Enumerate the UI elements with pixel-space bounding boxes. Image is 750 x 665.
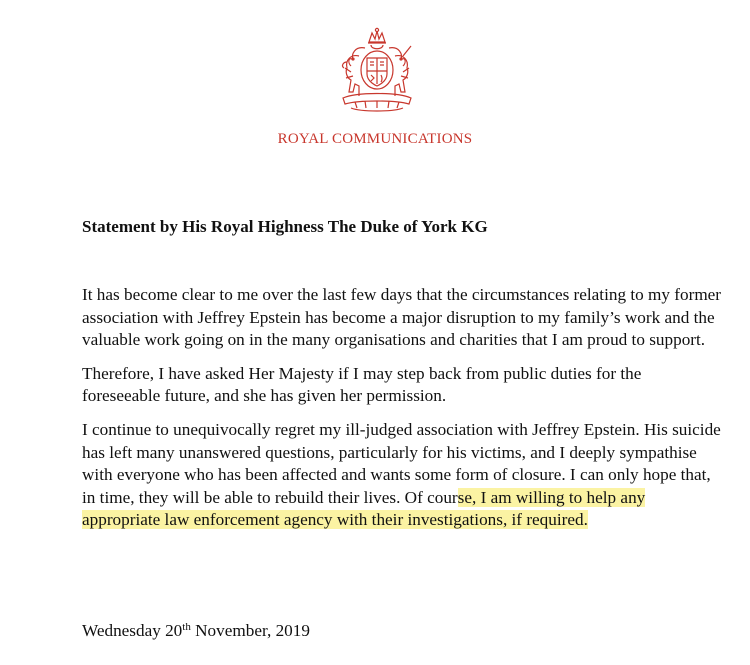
- paragraph-3: [82, 419, 722, 532]
- date-weekday-day: Wednesday 20: [82, 621, 183, 640]
- paragraph-3-text: I continue to unequivocally regret my ill-judged association with Jeffrey Epstein. His suicide has left many unanswered questions, particularly for his victims, and I deeply sympathise with everyone who has been affected and wants some form of closure. I can only hope that, in time, they will be able to rebuild their lives. Of cour: [82, 419, 721, 507]
- statement-title: Statement by His Royal Highness The Duke of York KG: [82, 217, 488, 236]
- paragraph-1: It has become clear to me over the last few days that the circumstances relating to my former association with Jeffrey Epstein has become a major disruption to my family’s work and the valuable work going on in the many organisations and charities that I am proud to support.: [82, 285, 722, 350]
- highlighted-text: se, I am willing to help any appropriate law enforcement agency with their investigations, if required.: [82, 487, 646, 530]
- statement-body: [82, 284, 722, 543]
- date-ordinal-suffix: th: [182, 621, 191, 633]
- statement-date: [82, 621, 310, 641]
- date-month-year: November, 2019: [190, 621, 310, 640]
- royal-coat-of-arms-icon: [331, 26, 423, 114]
- organisation-title: ROYAL COMMUNICATIONS: [277, 131, 473, 147]
- paragraph-2: Therefore, I have asked Her Majesty if I may step back from public duties for the foreseeable future, and she has given her permission.: [82, 363, 642, 406]
